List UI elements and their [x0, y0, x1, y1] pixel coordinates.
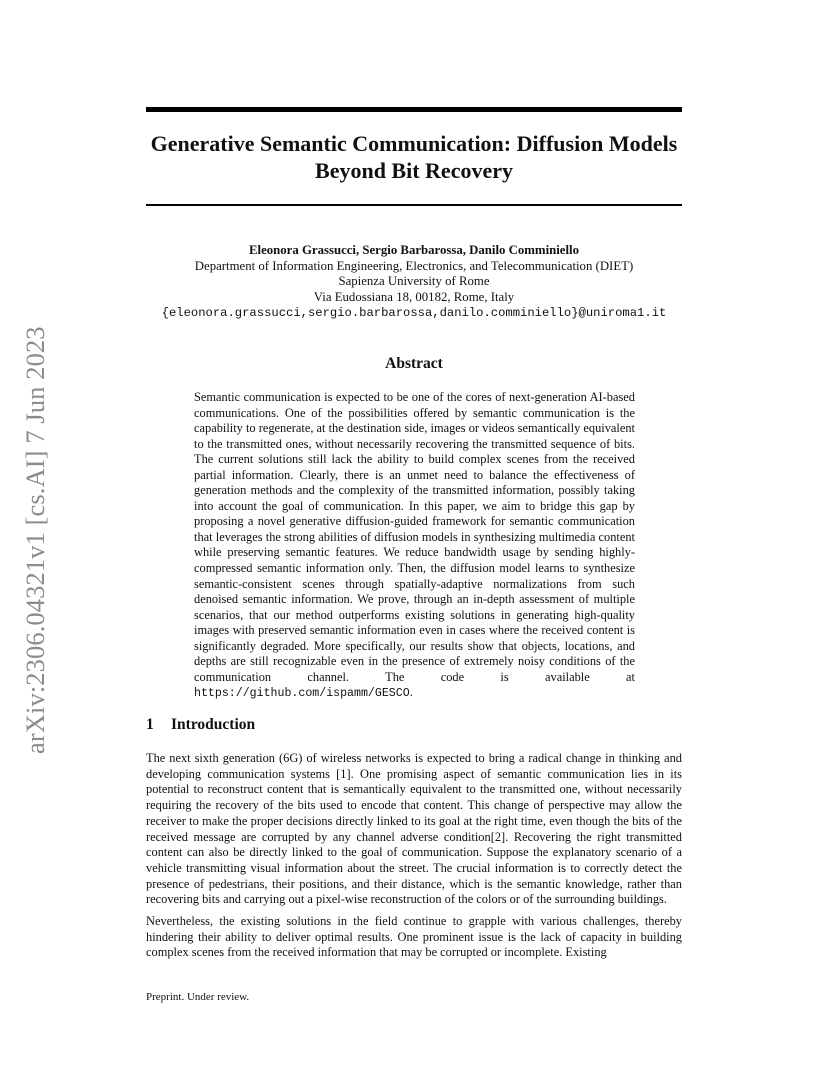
introduction-body [146, 751, 682, 967]
section-number: 1 [146, 716, 154, 733]
title-bottom-rule [146, 204, 682, 206]
author-department: Department of Information Engineering, Electronics, and Telecommunication (DIET) [194, 258, 634, 273]
arxiv-stamp: arXiv:2306.04321v1 [cs.AI] 7 Jun 2023 [20, 326, 50, 754]
abstract-end: . [409, 685, 413, 700]
intro-paragraph-1: The next sixth generation (6G) of wireless networks is expected to bring a radical change in thinking and developing communication systems [1]. One promising aspect of semantic communication lies in its potential to reconstruct content that is semantically equivalent to the transmitted one, without necessarily requiring the recovery of the bits used to encode that content. This change of perspective may allow the receiver to make the proper decisions directly linked to its goal at the right time, even though the bits of the received message are corrupted by any channel adverse condition[2]. Recovering the right transmitted content can also be directly linked to the goal of communication. Suppose the explanatory scenario of a vehicle transmitting visual information about the street. The crucial information is to correctly detect the presence of pedestrians, their positions, and their distance, which is the semantic knowledge, rather than recovering bits and carrying out a pixel-wise reconstruction of the colors or of the surrounding buildings. [146, 751, 682, 907]
author-emails: {eleonora.grassucci,sergio.barbarossa,danilo.comminiello}@uniroma1.it [161, 305, 667, 320]
author-university: Sapienza University of Rome [338, 274, 490, 289]
author-block [146, 243, 682, 322]
page-footer: Preprint. Under review. [146, 991, 250, 1003]
abstract-heading: Abstract [385, 355, 443, 372]
section-heading-introduction [146, 716, 255, 734]
author-names: Eleonora Grassucci, Sergio Barbarossa, Danilo Comminiello [249, 243, 579, 257]
author-address: Via Eudossiana 18, 00182, Rome, Italy [313, 290, 515, 305]
section-title: Introduction [171, 716, 256, 733]
abstract-text [194, 390, 635, 702]
abstract-body: Semantic communication is expected to be one of the cores of next-generation AI-based communications. One of the possibilities offered by semantic communication is the capability to regenerate, at the destination side, images or videos semantically equivalent to the transmitted ones, without necessarily recovering the transmitted sequence of bits. The current solutions still lack the ability to build complex scenes from the received partial information. Clearly, there is an unmet need to balance the effectiveness of generation methods and the complexity of the transmitted information, possibly taking into account the goal of communication. In this paper, we aim to bridge this gap by proposing a novel generative diffusion-guided framework for semantic communication that leverages the strong abilities of diffusion models in synthesizing multimedia content while preserving semantic features. We reduce bandwidth usage by sending highly-compressed semantic information only. Then, the diffusion model learns to synthesize semantic-consistent scenes through spatially-adaptive normalizations from such denoised semantic information. We prove, through an in-depth assessment of multiple scenarios, that our method outperforms existing solutions in generating high-quality images with preserved semantic information even in cases where the received content is significantly degraded. More specifically, our results show that objects, locations, and depths are still recognizable even in the presence of extremely noisy conditions of the communication channel. The code is available at [194, 390, 635, 684]
title-top-rule [146, 107, 682, 112]
paper-title: Generative Semantic Communication: Diffusion Models Beyond Bit Recovery [150, 131, 678, 183]
intro-paragraph-2: Nevertheless, the existing solutions in the field continue to grapple with various challenges, thereby hindering their ability to deliver optimal results. One prominent issue is the lack of capacity in building complex scenes from the received information that may be corrupted or incomplete. Existing [146, 914, 682, 960]
code-url-link[interactable]: https://github.com/ispamm/GESCO [194, 687, 410, 701]
